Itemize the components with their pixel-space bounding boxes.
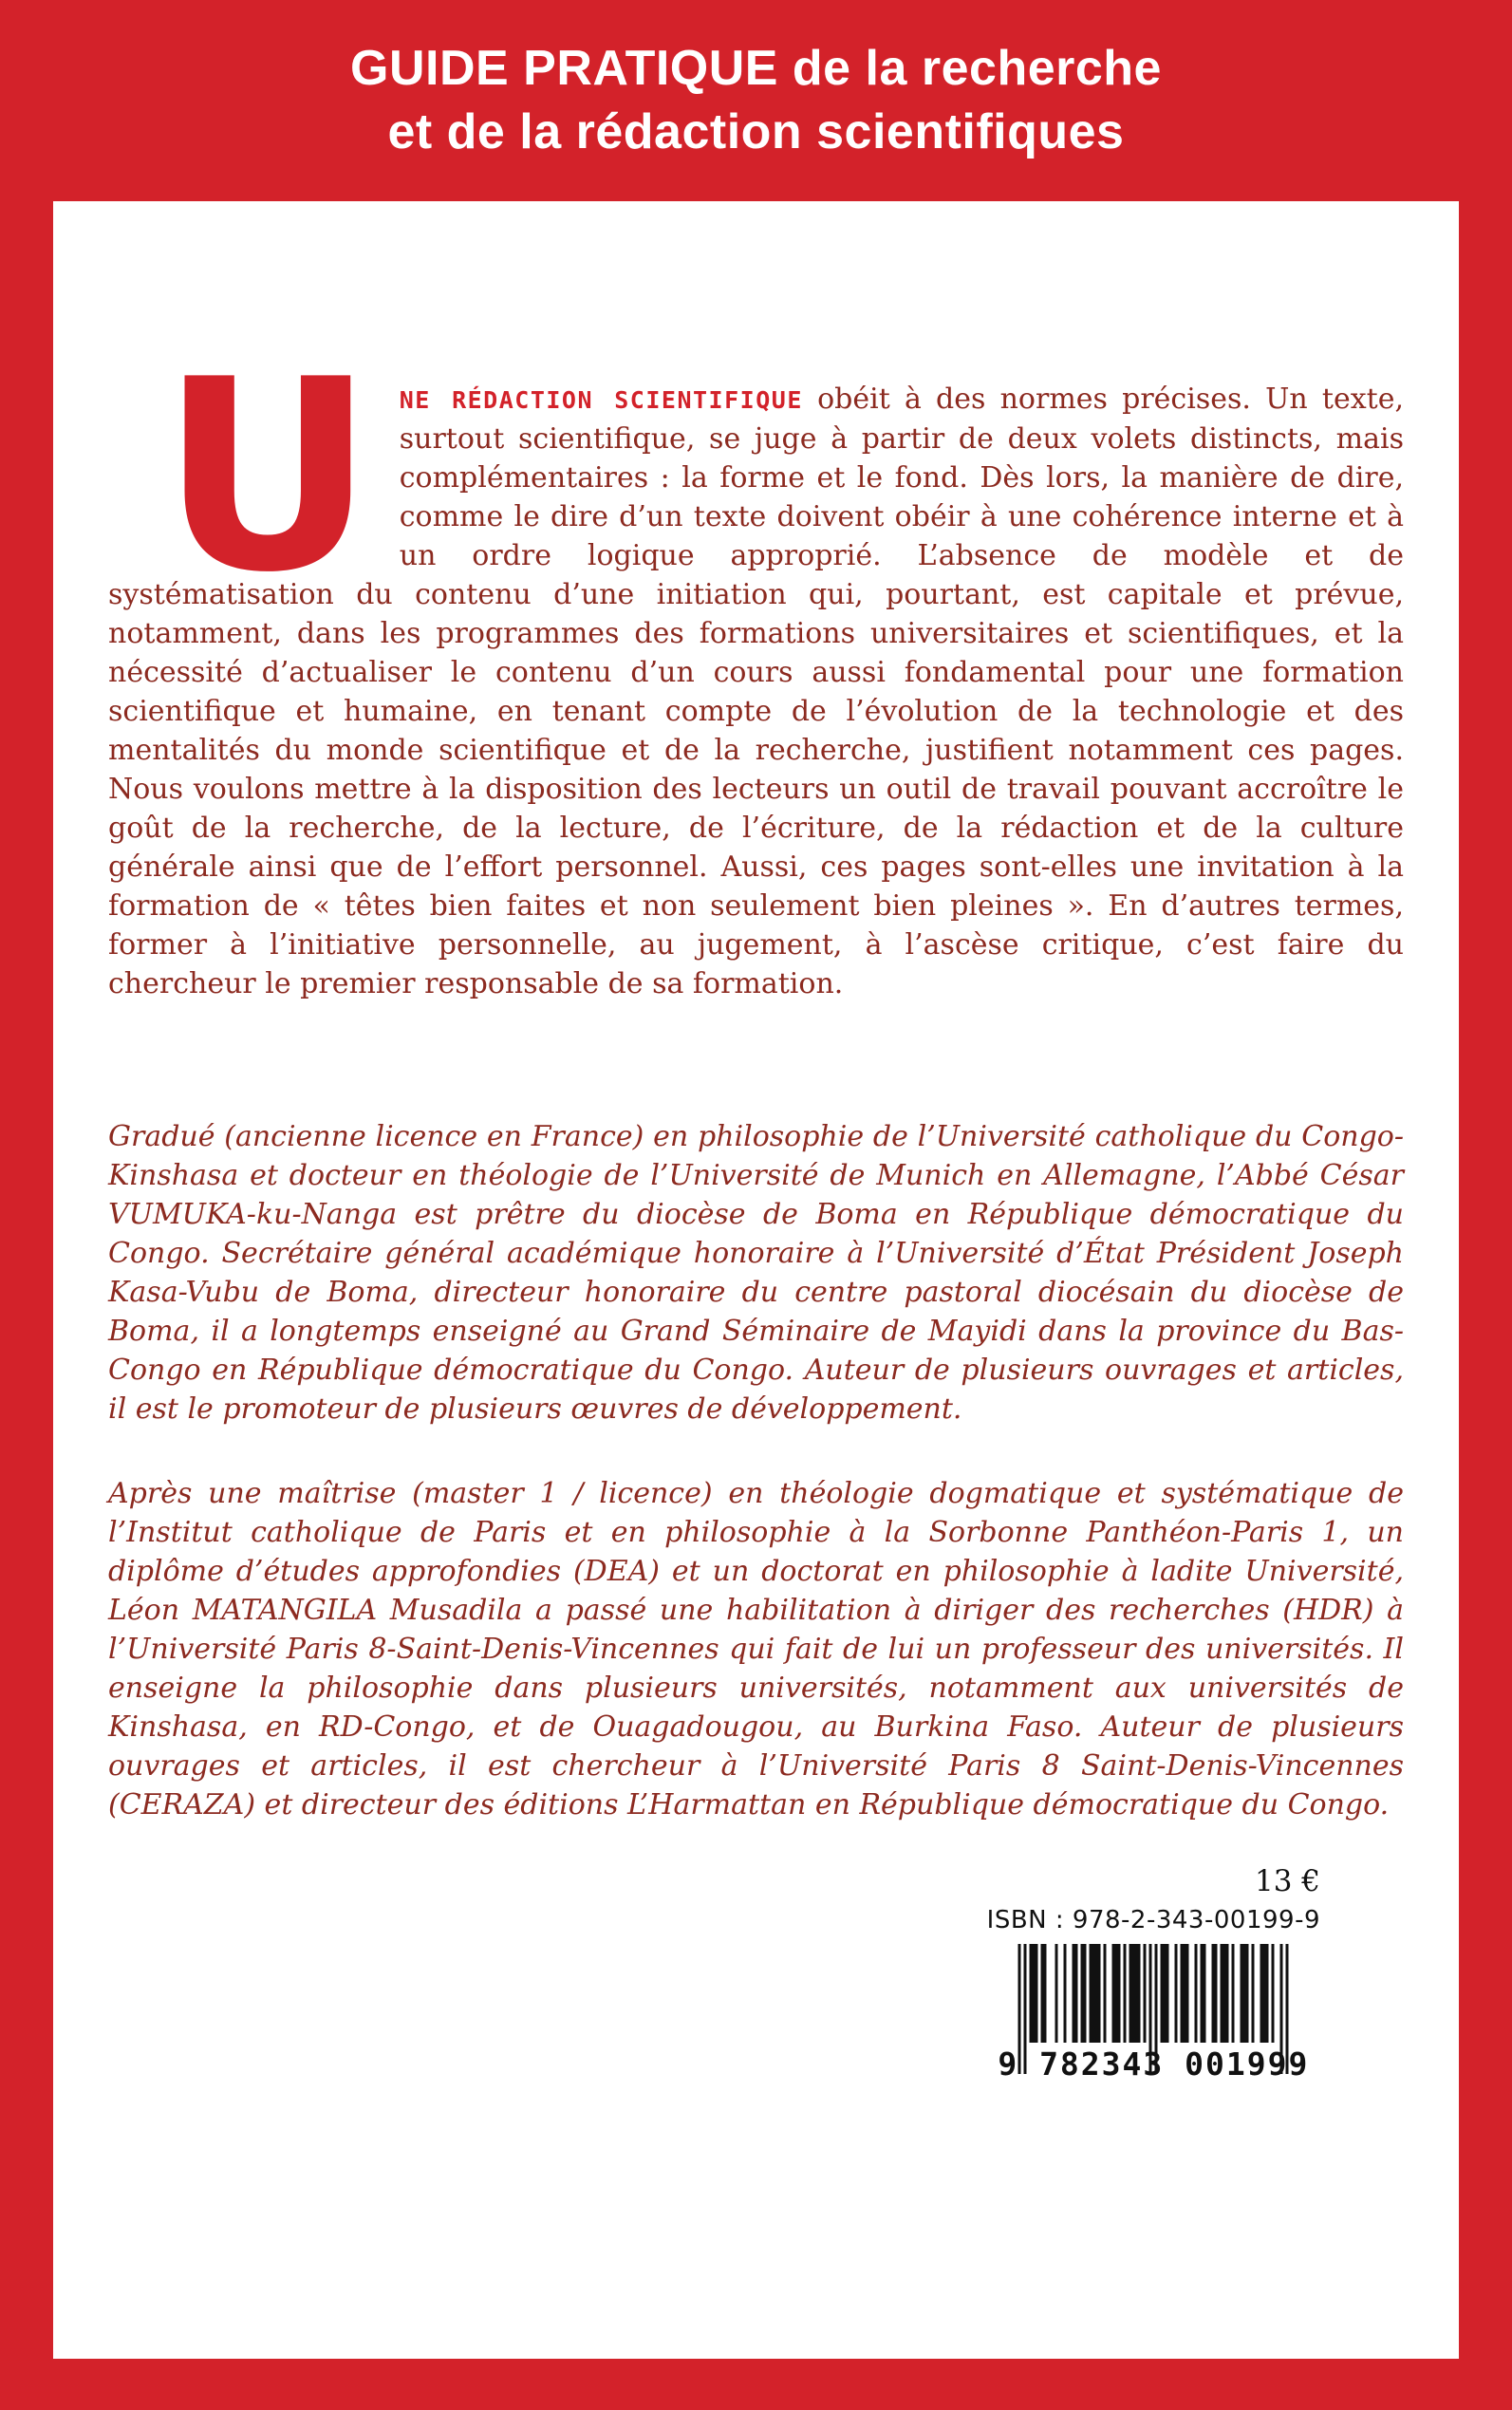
- author-bio-vumuka: Gradué (ancienne licence en France) en philosophie de l’Université catholique du Congo-Kinshasa et docteur en théologie de l’Université de Munich en Allemagne, l’Abbé César VUMUKA-ku-Nanga est prêtre du diocèse de Boma en République démocratique du Congo. Secrétaire général académique honoraire à l’Université d’État Président Joseph Kasa-Vubu de Boma, directeur honoraire du centre pastoral diocésain du diocèse de Boma, il a longtemps enseigné au Grand Séminaire de Mayidi dans la province du Bas-Congo en République démocratique du Congo. Auteur de plusieurs ouvrages et articles, il est le promoteur de plusieurs œuvres de développement.: [108, 1120, 1404, 1426]
- blurb-paragraph: [108, 323, 1404, 1003]
- page-body: [53, 201, 1459, 2359]
- price-label: 13 €: [1254, 1864, 1320, 1898]
- book-title: [350, 37, 1162, 163]
- blurb-text: obéit à des normes précises. Un texte, surtout scientifique, se juge à partir de deux volets distincts, mais complémentaires : la forme et le fond. Dès lors, la manière de dire, comme le dire d’un texte doivent obéir à une cohérence interne et à un ordre logique approprié. L’absence de modèle et de systématisation du contenu d’une initiation qui, pourtant, est capitale et prévue, notamment, dans les programmes des formations universitaires et scientifiques, et la nécessité d’actualiser le contenu d’un cours aussi fondamental pour une formation scientifique et humaine, en tenant compte de l’évolution de la technologie et des mentalités du monde scientifique et de la recherche, justifient notamment ces pages. Nous voulons mettre à la disposition des lecteurs un outil de travail pouvant accroître le goût de la recherche, de la lecture, de l’écriture, de la rédaction et de la culture générale ainsi que de l’effort personnel. Aussi, ces pages sont-elles une invitation à la formation de « têtes bien faites et non seulement bien pleines ». En d’autres termes, former à l’initiative personnelle, au jugement, à l’ascèse critique, c’est faire du chercheur le premier responsable de sa formation.: [108, 383, 1404, 1000]
- barcode-number: 9 782343 001999: [998, 2046, 1310, 2083]
- price-isbn-barcode: [987, 1864, 1320, 2083]
- book-title-line1: GUIDE PRATIQUE de la recherche: [350, 41, 1162, 97]
- footer-block: [108, 1864, 1404, 2083]
- lead-smallcaps: NE RÉDACTION SCIENTIFIQUE: [399, 386, 803, 414]
- title-band: [0, 0, 1512, 201]
- author-bio-matangila: Après une maîtrise (master 1 / licence) en théologie dogmatique et systématique de l’Institut catholique de Paris et en philosophie à la Sorbonne Panthéon-Paris 1, un diplôme d’études approfondies (DEA) et un doctorat en philosophie à ladite Université, Léon MATANGILA Musadila a passé une habilitation à diriger des recherches (HDR) à l’Université Paris 8-Saint-Denis-Vincennes qui fait de lui un professeur des universités. Il enseigne la philosophie dans plusieurs universités, notamment aux universités de Kinshasa, en RD-Congo, et de Ouagadougou, au Burkina Faso. Auteur de plusieurs ouvrages et articles, il est chercheur à l’Université Paris 8 Saint-Denis-Vincennes (CERAZA) et directeur des éditions L’Harmattan en République démocratique du Congo.: [108, 1477, 1404, 1822]
- isbn-label: ISBN : 978-2-343-00199-9: [986, 1906, 1320, 1934]
- dropcap-u: U: [160, 323, 375, 630]
- book-title-line2: et de la rédaction scientifiques: [387, 104, 1125, 159]
- barcode: [998, 1944, 1309, 2083]
